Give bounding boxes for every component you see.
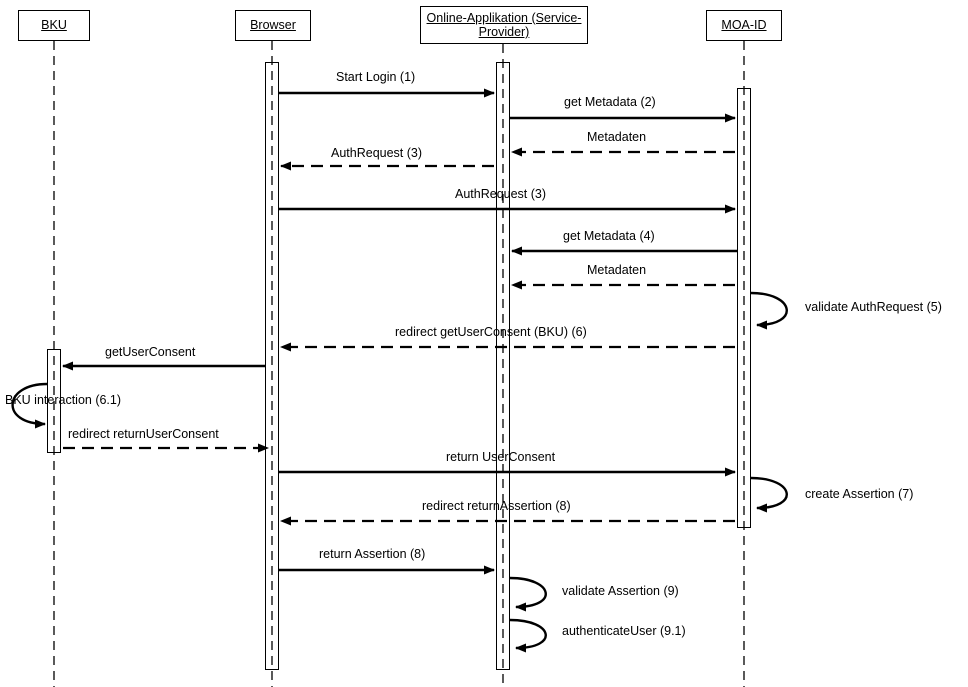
message-label-authrequest-3-browser: AuthRequest (3) (331, 146, 423, 160)
message-label-return-userconsent: return UserConsent (446, 450, 556, 464)
lifeline-label-bku: BKU (41, 18, 67, 33)
self-call-label-validate-assertion: validate Assertion (9) (562, 584, 679, 598)
self-call-validate-assertion (510, 578, 546, 607)
self-call-authenticate-user (510, 620, 546, 648)
self-call-label-create-assertion: create Assertion (7) (805, 487, 914, 501)
message-label-authrequest-3-moaid: AuthRequest (3) (455, 187, 547, 201)
message-label-redirect-getuserconsent: redirect getUserConsent (BKU) (6) (395, 325, 587, 339)
self-call-label-validate-authrequest: validate AuthRequest (5) (805, 300, 942, 314)
lifeline-head-bku (18, 10, 90, 41)
message-label-redirect-returnuserconsent: redirect returnUserConsent (68, 427, 219, 441)
lifeline-label-online-applikation: Online-Applikation (Service-Provider) (426, 10, 582, 39)
lifeline-head-browser (235, 10, 311, 41)
message-label-redirect-returnassertion: redirect returnAssertion (8) (422, 499, 571, 513)
lifeline-label-moa-id: MOA-ID (721, 18, 767, 33)
message-label-get-metadata-4: get Metadata (4) (563, 229, 655, 243)
self-call-label-authenticate-user: authenticateUser (9.1) (562, 624, 686, 638)
message-label-get-metadata-2: get Metadata (2) (564, 95, 656, 109)
self-call-label-bku-interaction: BKU interaction (6.1) (5, 393, 122, 407)
message-label-metadaten-1: Metadaten (587, 130, 647, 144)
message-label-start-login: Start Login (1) (336, 70, 416, 84)
message-label-return-assertion-8: return Assertion (8) (319, 547, 426, 561)
self-call-create-assertion (751, 478, 787, 508)
message-label-metadaten-2: Metadaten (587, 263, 647, 277)
lifeline-head-online-applikation (420, 6, 588, 44)
lifeline-head-moa-id (706, 10, 782, 41)
self-call-validate-authrequest (751, 293, 787, 325)
activation-bar-online-applikation (496, 62, 510, 670)
message-label-getuserconsent: getUserConsent (105, 345, 196, 359)
activation-bar-browser (265, 62, 279, 670)
lifeline-label-browser: Browser (250, 18, 296, 33)
activation-bar-moa-id (737, 88, 751, 528)
